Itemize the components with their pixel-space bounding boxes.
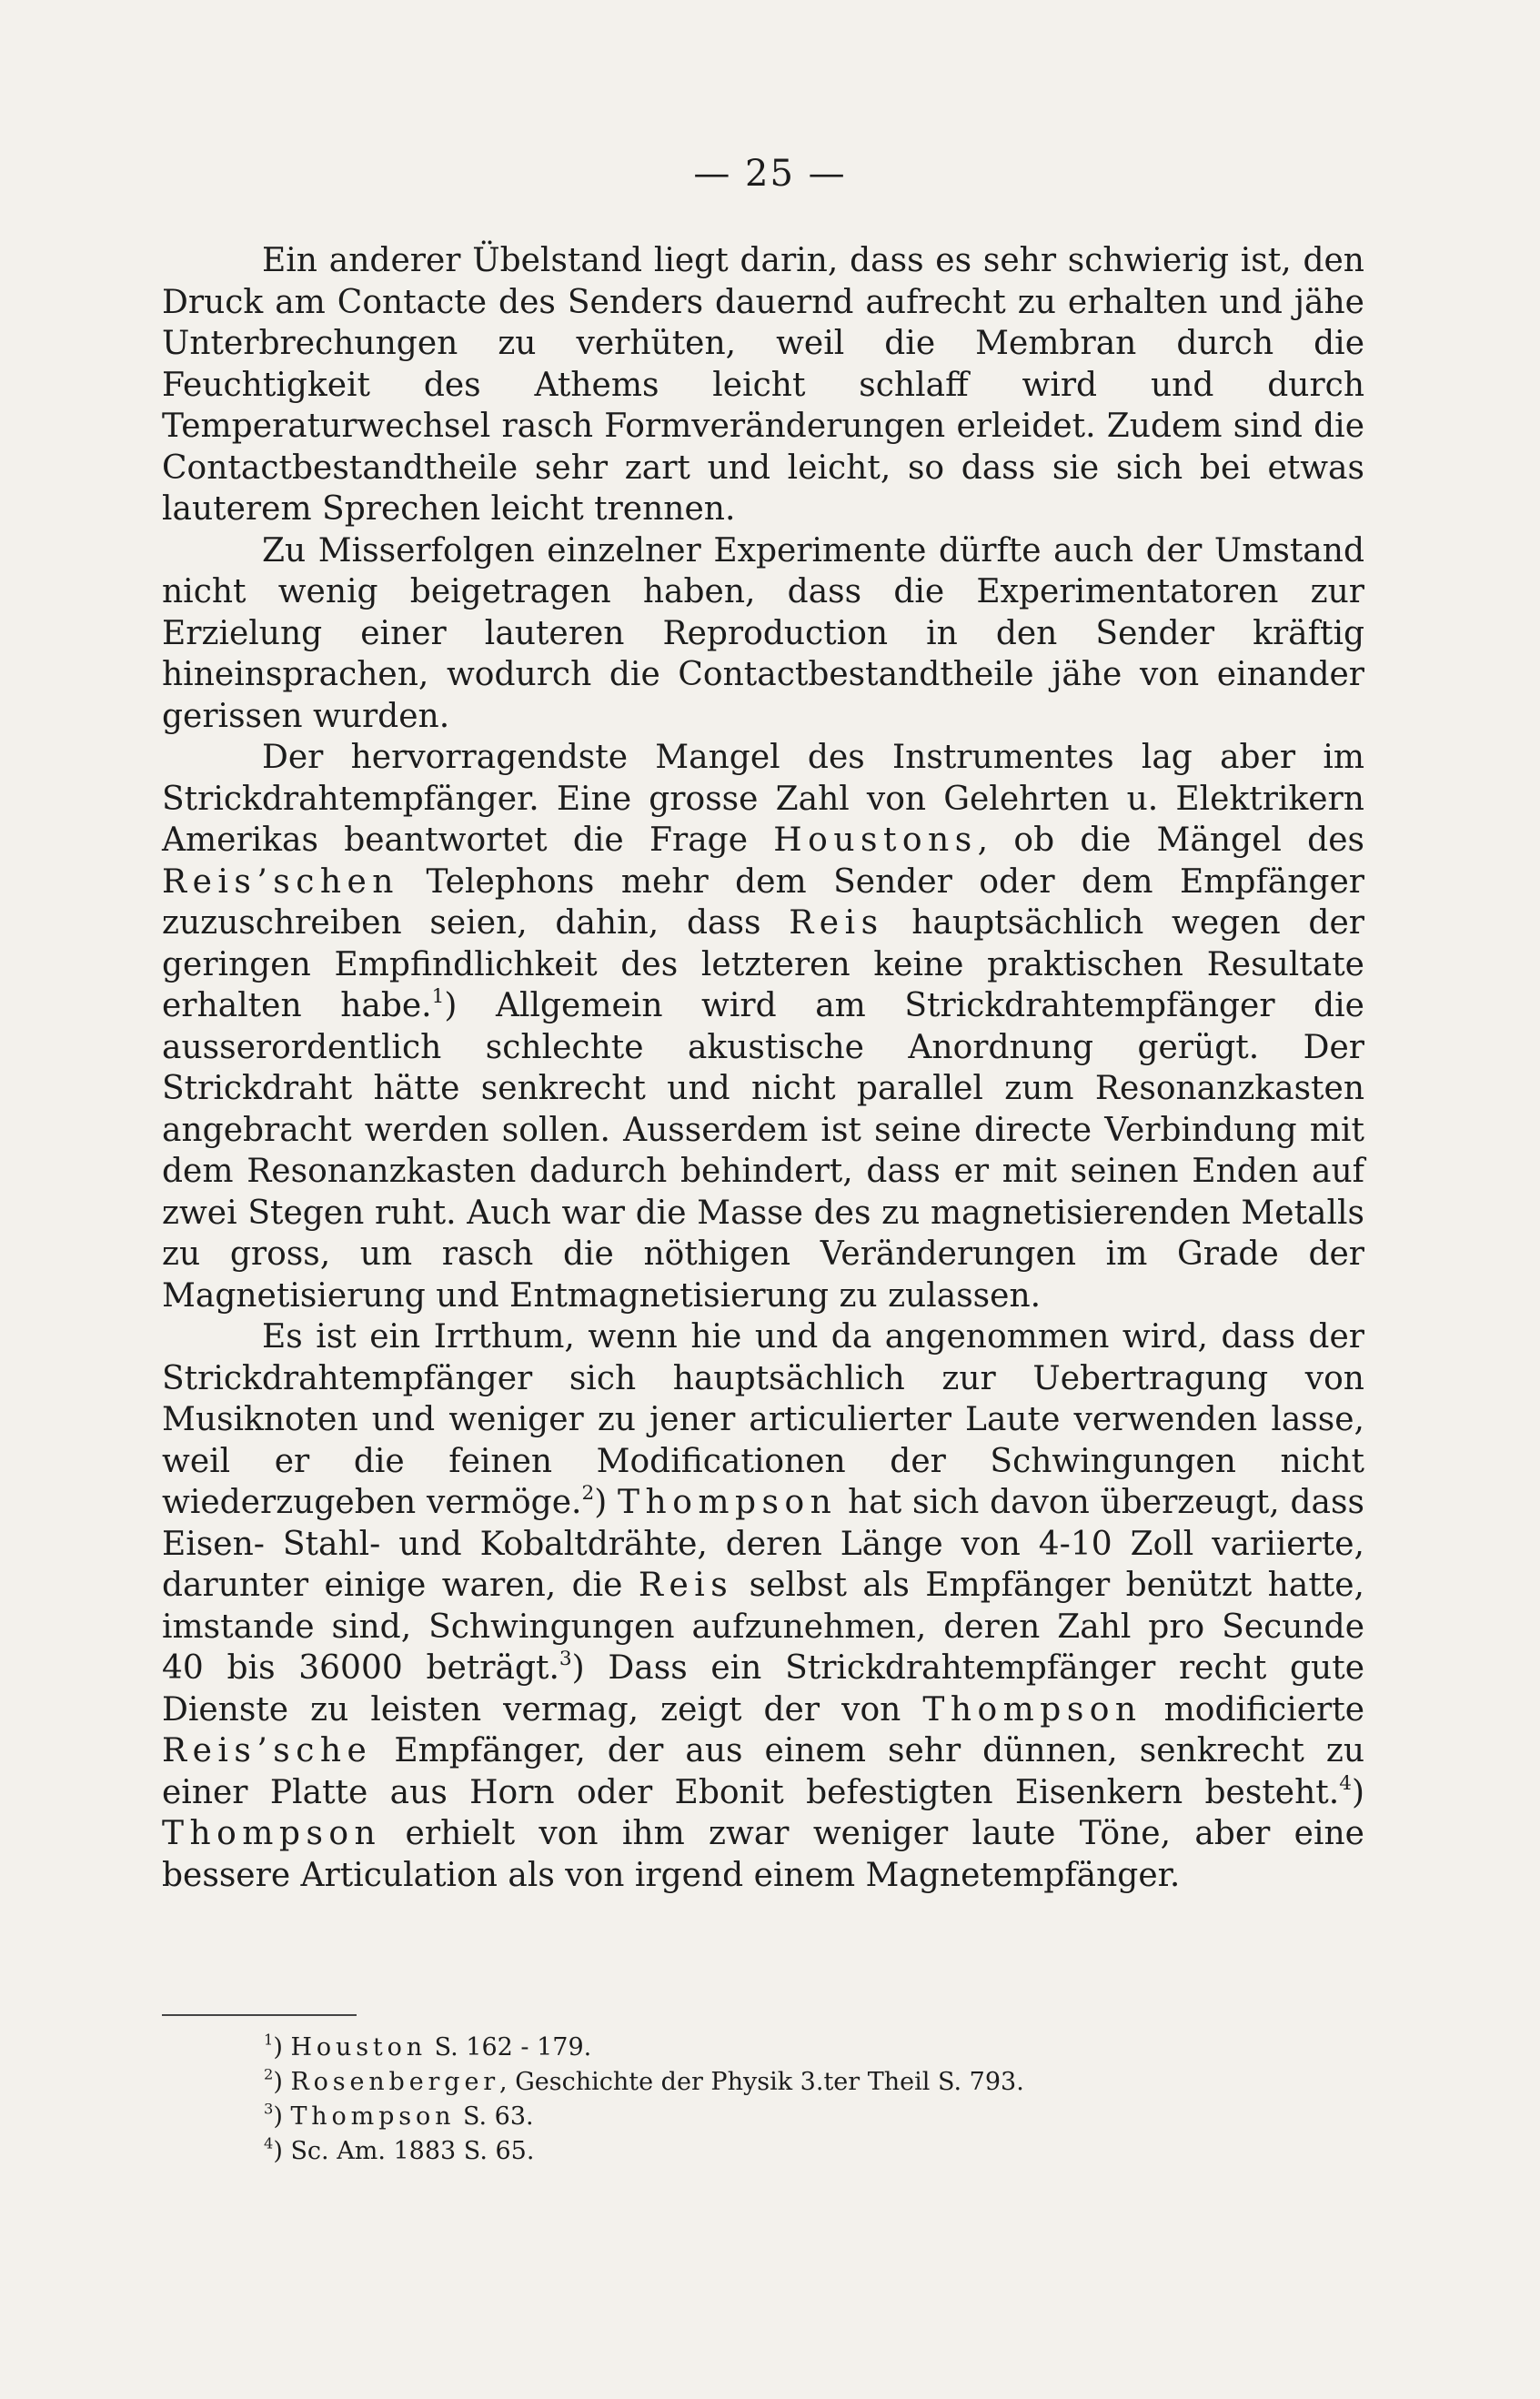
text-run: hat sich davon überzeugt, dass Eisen- Stahl- und Kobaltdrähte, deren Länge von 4-10 Zoll variierte, darunter einige waren, die bbox=[162, 1484, 1364, 1604]
footnote-divider bbox=[162, 2014, 357, 2016]
text-run: ) bbox=[594, 1484, 619, 1521]
spaced-name: Reis bbox=[789, 904, 884, 942]
footnote-paren: ) bbox=[273, 2137, 291, 2165]
page-number: — 25 — bbox=[693, 153, 847, 195]
spaced-name: Reis’sche bbox=[162, 1732, 373, 1769]
footnote-text: Sc. Am. 1883 S. 65. bbox=[290, 2137, 535, 2165]
footnote-paren: ) bbox=[273, 2068, 291, 2096]
spaced-name: Houstons bbox=[773, 822, 978, 859]
text-run: selbst als Empfänger benützt hatte, imstande sind, Schwingungen aufzunehmen, deren Zahl pro Secunde 40 bis 36000 beträgt. bbox=[162, 1567, 1365, 1687]
footnote-reference: 2 bbox=[581, 1481, 595, 1505]
footnote-marker: 3 bbox=[264, 2100, 274, 2118]
text-run: , ob die Mängel des bbox=[977, 822, 1365, 859]
spaced-name: Reis’schen bbox=[162, 862, 399, 901]
footnote-paren: ) bbox=[273, 2033, 291, 2061]
text-run: hauptsächlich wegen der geringen Empfindlichkeit des letzteren keine praktischen Resultate erhalten habe. bbox=[162, 904, 1364, 1024]
spaced-name: Thompson bbox=[162, 1815, 382, 1852]
footnote-reference: 1 bbox=[431, 984, 445, 1008]
spaced-name: Thompson bbox=[618, 1484, 838, 1521]
paragraph bbox=[162, 1316, 1364, 1896]
footnote bbox=[264, 2100, 1355, 2134]
footnote-marker: 2 bbox=[264, 2065, 274, 2083]
footnote-text: S. 162 - 179. bbox=[427, 2033, 592, 2061]
footnote bbox=[264, 2031, 1355, 2065]
footnote-marker: 4 bbox=[264, 2134, 274, 2152]
paragraph bbox=[162, 530, 1364, 738]
footnote-paren: ) bbox=[273, 2102, 291, 2131]
text-run: ) Dass ein Strickdrahtempfänger recht gute Dienste zu leisten vermag, zeigt der von bbox=[162, 1649, 1365, 1729]
text-run: Empfänger, der aus einem sehr dünnen, senkrecht zu einer Platte aus Horn oder Ebonit befestigten Eisenkern besteht. bbox=[162, 1732, 1364, 1811]
text-run: Der hervorragendste Mangel des Instrumentes lag aber im Strickdrahtempfänger. Eine grosse Zahl von Gelehrten u. Elektrikern Amerikas beantwortet die Frage bbox=[162, 739, 1364, 859]
footnote bbox=[264, 2134, 1355, 2169]
footnote-author: Thompson bbox=[290, 2102, 456, 2131]
spaced-name: Thompson bbox=[922, 1690, 1142, 1729]
footnote-marker: 1 bbox=[264, 2031, 274, 2049]
body-text bbox=[162, 240, 1364, 1896]
footnote-reference: 3 bbox=[559, 1647, 572, 1670]
footnote-text: S. 63. bbox=[455, 2102, 534, 2131]
spaced-name: Reis bbox=[638, 1567, 734, 1604]
paragraph bbox=[162, 737, 1364, 1316]
text-run: Ein anderer Übelstand liegt darin, dass es sehr schwierig ist, den Druck am Contacte des Senders dauernd aufrecht zu erhalten und jähe Unterbrechungen zu verhüten, weil die Membran durch die Feuchtigkeit des Athems leicht schlaff wird und durch Temperaturwechsel rasch Formveränderungen erleidet. Zudem sind die Contactbestandtheile sehr zart und leicht, so dass sie sich bei etwas lauterem Sprechen leicht trennen. bbox=[162, 242, 1364, 528]
text-run: ) bbox=[1351, 1773, 1364, 1811]
footnotes bbox=[264, 2031, 1355, 2169]
text-run: Zu Misserfolgen einzelner Experimente dürfte auch der Umstand nicht wenig beigetragen haben, dass die Experimentatoren zur Erzielung einer lauteren Reproduction in den Sender kräftig hineinsprachen, wodurch die Contactbestandtheile jähe von einander gerissen wurden. bbox=[162, 531, 1364, 735]
footnote-author: Rosenberger bbox=[290, 2068, 500, 2096]
text-run: Es ist ein Irrthum, wenn hie und da angenommen wird, dass der Strickdrahtempfänger sich hauptsächlich zur Uebertragung von Musiknoten und weniger zu jener articulierter Laute verwenden lasse, weil er die feinen Modificationen der Schwingungen nicht wiederzugeben vermöge. bbox=[162, 1318, 1364, 1521]
text-run: ) Allgemein wird am Strickdrahtempfänger die ausserordentlich schlechte akustische Anordnung gerügt. Der Strickdraht hätte senkrecht und nicht parallel zum Resonanzkasten angebracht werden sollen. Ausserdem ist seine directe Verbindung mit dem Resonanzkasten dadurch behindert, dass er mit seinen Enden auf zwei Stegen ruht. Auch war die Masse des zu magnetisierenden Metalls zu gross, um rasch die nöthigen Veränderungen im Grade der Magnetisierung und Entmagnetisierung zu zulassen. bbox=[162, 987, 1364, 1315]
text-run: erhielt von ihm zwar weniger laute Töne, aber eine bessere Articulation als von irgend einem Magnetempfänger. bbox=[162, 1815, 1364, 1894]
footnote bbox=[264, 2065, 1355, 2100]
paragraph bbox=[162, 240, 1364, 530]
text-run: modificierte bbox=[1142, 1690, 1364, 1729]
footnote-author: Houston bbox=[290, 2033, 427, 2061]
footnote-text: , Geschichte der Physik 3.ter Theil S. 793. bbox=[499, 2068, 1024, 2096]
footnote-reference: 4 bbox=[1339, 1771, 1352, 1795]
text-run: Telephons mehr dem Sender oder dem Empfänger zuzuschreiben seien, dahin, dass bbox=[162, 862, 1364, 942]
